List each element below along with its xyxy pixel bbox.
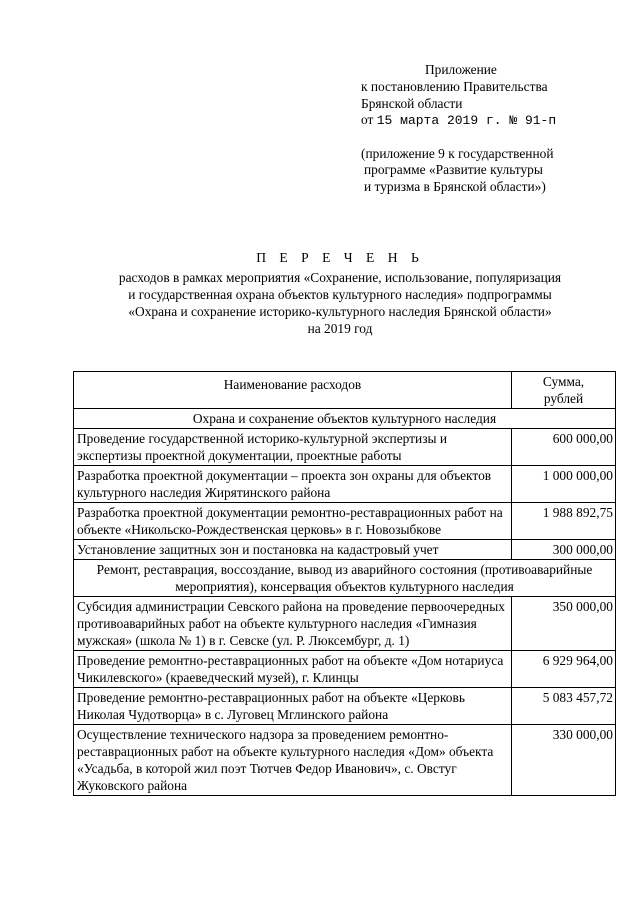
expenses-table (73, 371, 616, 796)
expense-name: Субсидия администрации Севского района на проведение первоочередных противоаварийных работ на объекте культурного наследия «Гимназия мужская» (школа № 1) в г. Севске (ул. Р. Люксембург, д. 1) (74, 597, 512, 651)
appendix-note-line2: программе «Развитие культуры (364, 162, 543, 178)
appendix-title: Приложение (425, 62, 497, 77)
expense-amount: 6 929 964,00 (512, 651, 616, 688)
appendix-date-line (361, 112, 621, 129)
heading-line2: и государственная охрана объектов культурного наследия» подпрограммы (128, 287, 552, 302)
column-header-name: Наименование расходов (74, 372, 512, 409)
appendix-date-handwritten: 15 марта 2019 г. № 91-п (376, 113, 557, 129)
appendix-line-resolution: к постановлению Правительства (361, 78, 548, 94)
document-title: П Е Р Е Ч Е Н Ь (256, 250, 424, 265)
table-row (74, 429, 616, 466)
section-heading: Ремонт, реставрация, воссоздание, вывод из аварийного состояния (противоаварийные мероприятия), консервация объектов культурного наследия (74, 560, 616, 597)
expense-amount: 1 000 000,00 (512, 466, 616, 503)
table-row (74, 651, 616, 688)
table-row (74, 597, 616, 651)
table-row (74, 466, 616, 503)
table-row (74, 725, 616, 796)
expense-amount: 5 083 457,72 (512, 688, 616, 725)
expense-amount: 330 000,00 (512, 725, 616, 796)
column-header-sum: Сумма, рублей (512, 372, 616, 409)
table-body (74, 409, 616, 796)
expense-name: Разработка проектной документации – проекта зон охраны для объектов культурного наследия Жирятинского района (74, 466, 512, 503)
appendix-note-line1: (приложение 9 к государственной (361, 145, 554, 161)
appendix-note-line3: и туризма в Брянской области») (364, 179, 546, 194)
table-header-row (74, 372, 616, 409)
section-row (74, 560, 616, 597)
expense-name: Проведение ремонтно-реставрационных работ на объекте «Церковь Николая Чудотворца» в с. Луговец Мглинского района (74, 688, 512, 725)
heading-line3: «Охрана и сохранение историко-культурного наследия Брянской области» (128, 304, 552, 320)
expense-amount: 300 000,00 (512, 540, 616, 560)
table-row (74, 688, 616, 725)
expense-name: Осуществление технического надзора за проведением ремонтно-реставрационных работ на объекте культурного наследия «Дом» объекта «Усадьба, в которой жил поэт Тютчев Федор Иванович», с. Овстуг Жуковского района (74, 725, 512, 796)
appendix-block (361, 62, 621, 196)
expense-name: Проведение ремонтно-реставрационных работ на объекте «Дом нотариуса Чикилевского» (краеведческий музей), г. Клинцы (74, 651, 512, 688)
expense-name: Проведение государственной историко-культурной экспертизы и экспертизы проектной документации, проектные работы (74, 429, 512, 466)
heading-line1: расходов в рамках мероприятия «Сохранение, использование, популяризация (118, 269, 562, 285)
table-row (74, 503, 616, 540)
heading-line4: на 2019 год (307, 321, 373, 337)
section-row (74, 409, 616, 429)
expense-amount: 1 988 892,75 (512, 503, 616, 540)
document-heading (60, 250, 620, 337)
expense-name: Установление защитных зон и постановка на кадастровый учет (74, 540, 512, 560)
expense-amount: 600 000,00 (512, 429, 616, 466)
expense-name: Разработка проектной документации ремонтно-реставрационных работ на объекте «Никольско-Рождественская церковь» в г. Новозыбкове (74, 503, 512, 540)
appendix-note (361, 146, 621, 196)
appendix-line-region: Брянской области (361, 95, 463, 111)
section-heading: Охрана и сохранение объектов культурного наследия (74, 409, 616, 429)
table-row (74, 540, 616, 560)
expense-amount: 350 000,00 (512, 597, 616, 651)
appendix-date-prefix: от (361, 112, 374, 128)
